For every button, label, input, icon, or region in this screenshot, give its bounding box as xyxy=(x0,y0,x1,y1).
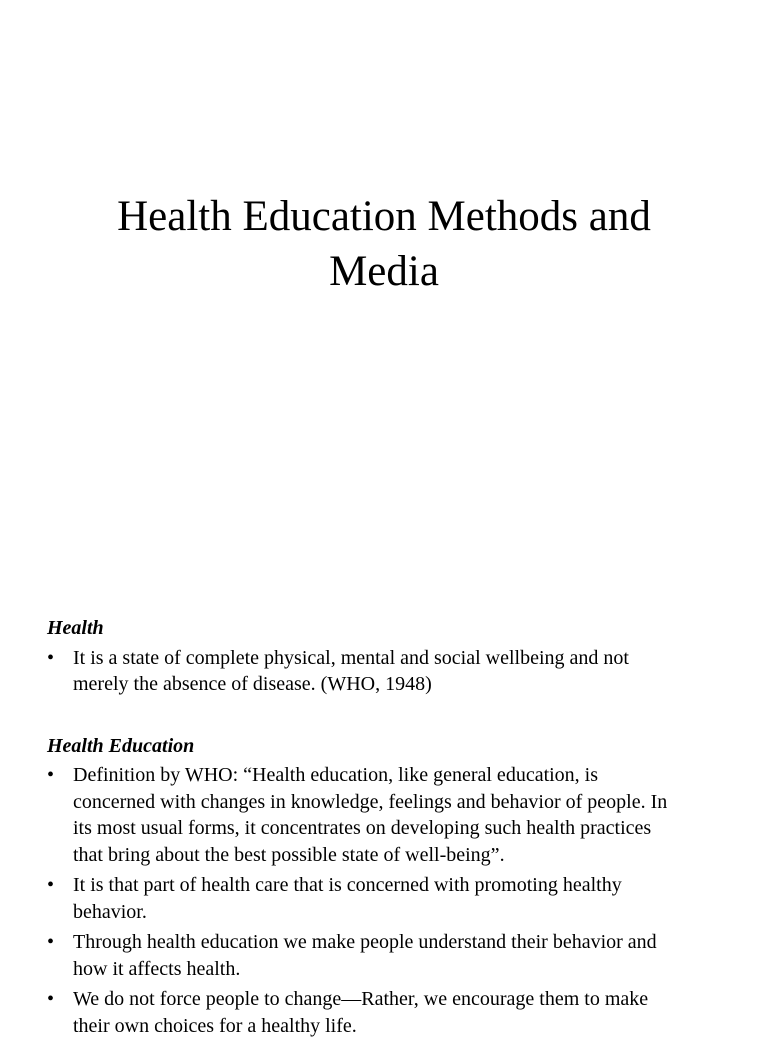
list-item xyxy=(47,645,737,698)
bullet-icon: • xyxy=(47,931,55,953)
bullet-icon: • xyxy=(47,874,55,896)
section-spacer xyxy=(47,702,737,733)
bullet-text-line: It is that part of health care that is concerned with promoting healthy xyxy=(73,874,622,896)
list-item xyxy=(47,929,737,982)
bullet-list-health-education xyxy=(47,762,737,1039)
list-item xyxy=(47,986,737,1039)
bullet-text-line: It is a state of complete physical, mental and social wellbeing and not xyxy=(73,646,629,669)
bullet-text-line: how it affects health. xyxy=(73,957,241,980)
bullet-icon: • xyxy=(47,646,55,669)
bullet-text-line: Definition by WHO: “Health education, like general education, is xyxy=(73,764,599,786)
section-heading-health-education: Health Education xyxy=(47,734,195,757)
bullet-text-line: We do not force people to change—Rather, we encourage them to make xyxy=(73,988,649,1010)
bullet-text-line: Through health education we make people understand their behavior and xyxy=(73,931,657,953)
list-item xyxy=(47,872,737,925)
bullet-text-line: their own choices for a healthy life. xyxy=(73,1014,357,1037)
bullet-icon: • xyxy=(47,988,55,1010)
bullet-text-line: behavior. xyxy=(73,900,147,923)
slide-title xyxy=(0,189,768,299)
slide-title-line-2: Media xyxy=(329,248,439,295)
list-item xyxy=(47,762,737,868)
section-health xyxy=(47,615,737,698)
section-heading-health: Health xyxy=(47,617,104,639)
slide-title-line-1: Health Education Methods and xyxy=(117,193,651,240)
bullet-text-line: merely the absence of disease. (WHO, 1948) xyxy=(73,673,432,695)
slide-body xyxy=(47,615,737,1043)
bullet-text-line: concerned with changes in knowledge, feelings and behavior of people. In xyxy=(73,790,668,813)
section-health-education xyxy=(47,733,737,1040)
bullet-text-line: its most usual forms, it concentrates on developing such health practices xyxy=(73,817,652,839)
bullet-list-health xyxy=(47,645,737,698)
bullet-text-line: that bring about the best possible state of well-being”. xyxy=(73,843,505,866)
bullet-icon: • xyxy=(47,764,55,786)
